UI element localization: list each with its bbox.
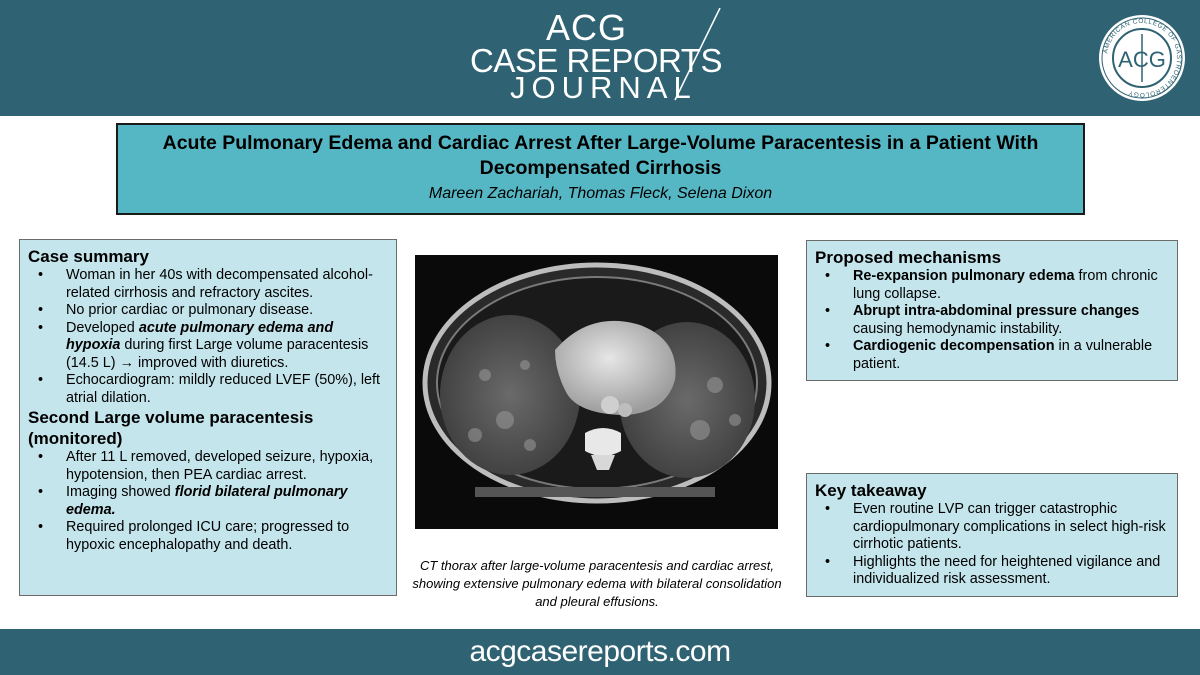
bullet-emphasis: florid bilateral pulmonary edema. <box>66 484 348 518</box>
list-item <box>815 303 1171 338</box>
figure-caption: CT thorax after large-volume paracentesis and cardiac arrest, showing extensive pulmonary edema with bilateral consolidation and pleural effusions. <box>412 558 782 609</box>
case-summary-panel <box>19 239 397 596</box>
acg-seal-icon <box>1098 14 1186 102</box>
second-lvp-list <box>28 449 390 554</box>
second-lvp-heading: Second Large volume paracentesis (monitored) <box>28 408 314 448</box>
list-item <box>28 484 390 519</box>
bullet-bold: Re-expansion pulmonary edema <box>853 268 1075 284</box>
bullet-text: Imaging showed <box>66 484 175 500</box>
bullet-text: Required prolonged ICU care; progressed to hypoxic encephalopathy and death. <box>66 519 350 553</box>
key-takeaway-heading: Key takeaway <box>815 481 927 500</box>
bullet-text: After 11 L removed, developed seizure, hypoxia, hypotension, then PEA cardiac arrest. <box>66 449 374 483</box>
ct-scan-illustration <box>415 255 778 529</box>
page-title: Acute Pulmonary Edema and Cardiac Arrest After Large-Volume Paracentesis in a Patient With Decompensated Cirrhosis <box>162 132 1039 179</box>
key-takeaway-panel <box>806 473 1178 597</box>
logo-acg: ACG <box>546 7 628 48</box>
case-summary-heading: Case summary <box>28 247 149 266</box>
mechanisms-heading: Proposed mechanisms <box>815 248 1002 267</box>
bullet-bold: Abrupt intra-abdominal pressure changes <box>853 303 1140 319</box>
list-item <box>28 302 390 320</box>
list-item <box>815 554 1171 589</box>
header-bar <box>0 0 1200 116</box>
list-item <box>815 338 1171 373</box>
list-item <box>28 449 390 484</box>
seal-ring-text: AMERICAN COLLEGE OF GASTROENTEROLOGY <box>1102 17 1183 99</box>
bullet-text: in a vulnerable patient. <box>853 338 1153 372</box>
ct-thorax-image <box>415 255 778 529</box>
list-item <box>815 268 1171 303</box>
footer-url[interactable]: acgcasereports.com <box>469 635 731 668</box>
logo-journal: JOURNAL <box>510 70 697 105</box>
key-takeaway-list <box>815 501 1171 589</box>
bullet-text: Echocardiogram: mildly reduced LVEF (50%), left atrial dilation. <box>66 372 381 406</box>
case-summary-list <box>28 267 390 407</box>
bullet-text: No prior cardiac or pulmonary disease. <box>66 302 314 318</box>
list-item <box>28 320 390 373</box>
bullet-text: Highlights the need for heightened vigilance and individualized risk assessment. <box>853 553 1161 587</box>
list-item <box>815 501 1171 554</box>
authors: Mareen Zachariah, Thomas Fleck, Selena Dixon <box>428 185 773 202</box>
mechanisms-panel <box>806 240 1178 381</box>
bullet-text: Woman in her 40s with decompensated alcohol-related cirrhosis and refractory ascites. <box>66 267 373 301</box>
list-item <box>28 372 390 407</box>
bullet-text: during first Large volume paracentesis (14.5 L) → improved with diuretics. <box>66 337 369 371</box>
bullet-text: Even routine LVP can trigger catastrophic cardiopulmonary complications in select high-risk cirrhotic patients. <box>853 501 1166 552</box>
bullet-text: causing hemodynamic instability. <box>853 320 1063 337</box>
bullet-bold: Cardiogenic decompensation <box>853 338 1055 354</box>
bullet-emphasis: acute pulmonary edema and hypoxia <box>66 319 334 353</box>
journal-logo <box>470 8 730 108</box>
footer-bar <box>0 629 1200 675</box>
bullet-text: from chronic lung collapse. <box>853 268 1158 302</box>
list-item <box>28 519 390 554</box>
list-item <box>28 267 390 302</box>
seal-initials: ACG <box>1118 47 1166 72</box>
logo-case-reports: CASE REPORTS <box>470 42 722 79</box>
mechanisms-list <box>815 268 1171 373</box>
bullet-text: Developed <box>66 319 139 336</box>
title-box <box>116 123 1085 215</box>
